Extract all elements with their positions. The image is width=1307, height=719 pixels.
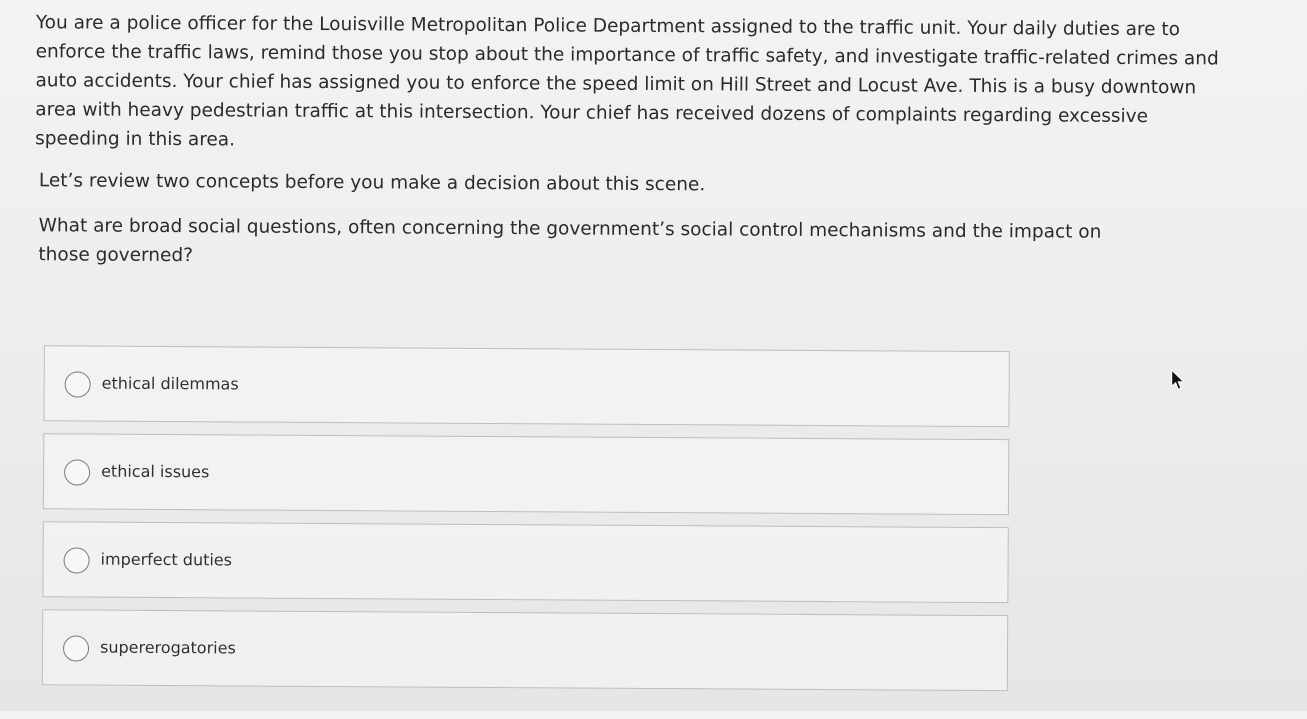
radio-button[interactable]	[64, 459, 90, 485]
mouse-pointer-icon	[1170, 369, 1186, 391]
answer-option-supererogatories[interactable]	[42, 609, 1008, 691]
answer-option-ethical-issues[interactable]	[43, 433, 1009, 515]
question-text: What are broad social questions, often concerning the government’s social control mechanisms and the impact on those governed?	[38, 215, 1102, 267]
answer-option-imperfect-duties[interactable]	[42, 521, 1008, 603]
option-label: ethical dilemmas	[101, 373, 239, 394]
scenario-text: You are a police officer for the Louisville Metropolitan Police Department assigned to the traffic unit. Your daily duties are to enforce the traffic laws, remind those you stop about the importance of traffic safety, and investigate traffic-related crimes and auto accidents. Your chief has assigned you to enforce the speed limit on Hill Street and Locust Ave. This is a busy downtown area with heavy pedestrian traffic at this intersection. Your chief has received dozens of complaints regarding excessive speeding in this area.	[35, 12, 1219, 151]
option-label: ethical issues	[101, 461, 210, 482]
answer-option-ethical-dilemmas[interactable]	[43, 345, 1009, 427]
option-label: supererogatories	[99, 637, 236, 658]
radio-button[interactable]	[63, 635, 89, 661]
radio-button[interactable]	[65, 371, 91, 397]
lead-in-text: Let’s review two concepts before you make a decision about this scene.	[38, 170, 706, 196]
answer-options	[42, 345, 1010, 703]
radio-button[interactable]	[63, 547, 89, 573]
option-label: imperfect duties	[100, 549, 233, 570]
